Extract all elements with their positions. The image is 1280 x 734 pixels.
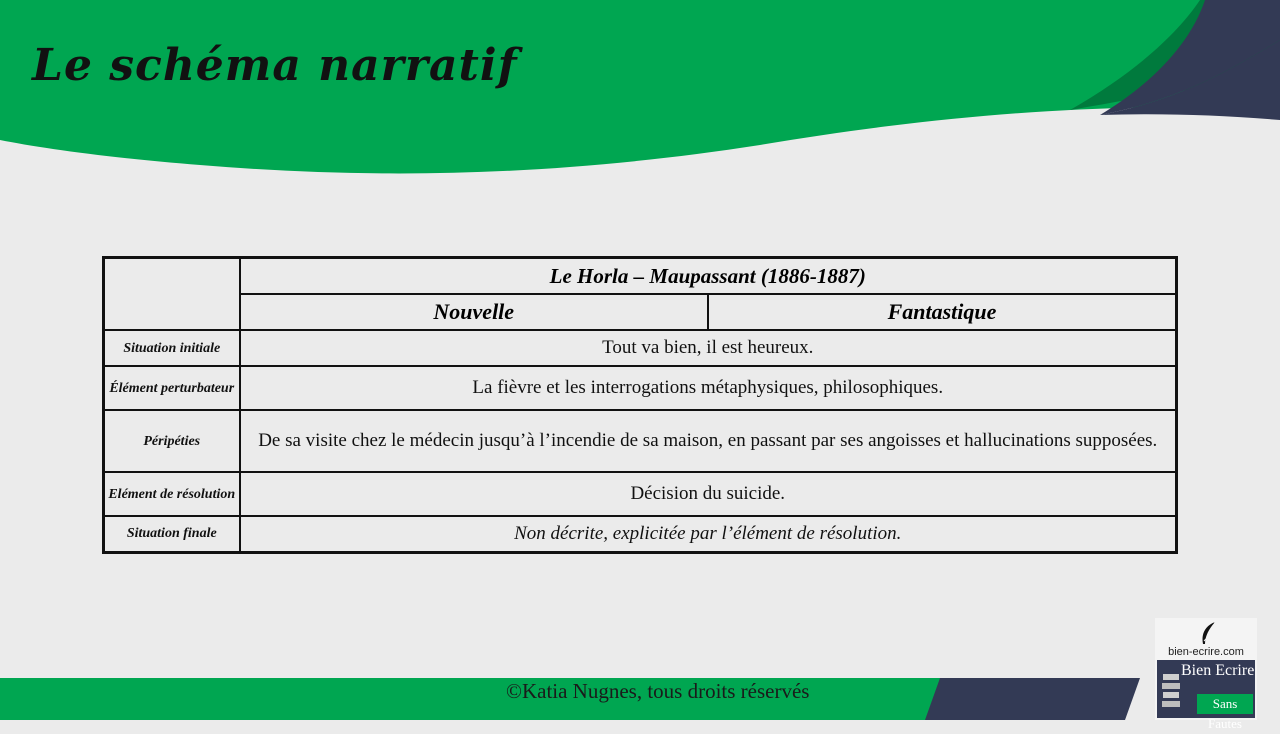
row-label-situation-initiale: Situation initiale bbox=[104, 330, 240, 366]
row-label-peripeties: Péripéties bbox=[104, 410, 240, 472]
row-label-element-resolution: Elément de résolution bbox=[104, 472, 240, 516]
row-value-element-resolution: Décision du suicide. bbox=[240, 472, 1177, 516]
footer-navy-shape bbox=[925, 678, 1140, 720]
row-value-peripeties: De sa visite chez le médecin jusqu’à l’incendie de sa maison, en passant par ses angoisses et hallucinations supposées. bbox=[240, 410, 1177, 472]
slide-title: Le schéma narratif bbox=[32, 40, 518, 91]
genre-cell-nouvelle: Nouvelle bbox=[240, 294, 709, 330]
narrative-schema-table bbox=[102, 256, 1178, 554]
footer-copyright: ©Katia Nugnes, tous droits réservés bbox=[506, 679, 810, 703]
row-value-element-perturbateur: La fièvre et les interrogations métaphysiques, philosophiques. bbox=[240, 366, 1177, 410]
table-row bbox=[104, 472, 1177, 516]
table-row bbox=[104, 516, 1177, 552]
row-value-situation-initiale: Tout va bien, il est heureux. bbox=[240, 330, 1177, 366]
table-row bbox=[104, 330, 1177, 366]
book-stack-icon bbox=[1161, 670, 1181, 714]
table-header-row bbox=[104, 258, 1177, 295]
genre-row bbox=[104, 294, 1177, 330]
table-row bbox=[104, 366, 1177, 410]
logo-subtitle: Sans Fautes bbox=[1197, 694, 1253, 714]
quill-icon bbox=[1179, 620, 1233, 646]
row-value-situation-finale: Non décrite, explicitée par l’élément de résolution. bbox=[240, 516, 1177, 552]
genre-cell-fantastique: Fantastique bbox=[708, 294, 1177, 330]
row-label-situation-finale: Situation finale bbox=[104, 516, 240, 552]
bien-ecrire-logo[interactable] bbox=[1155, 618, 1257, 731]
logo-name: Bien Ecrire bbox=[1181, 662, 1255, 679]
logo-site-url: bien-ecrire.com bbox=[1168, 646, 1244, 658]
table-row bbox=[104, 410, 1177, 472]
row-label-element-perturbateur: Élément perturbateur bbox=[104, 366, 240, 410]
empty-corner-cell bbox=[104, 258, 240, 331]
work-title-cell: Le Horla – Maupassant (1886-1887) bbox=[240, 258, 1177, 295]
